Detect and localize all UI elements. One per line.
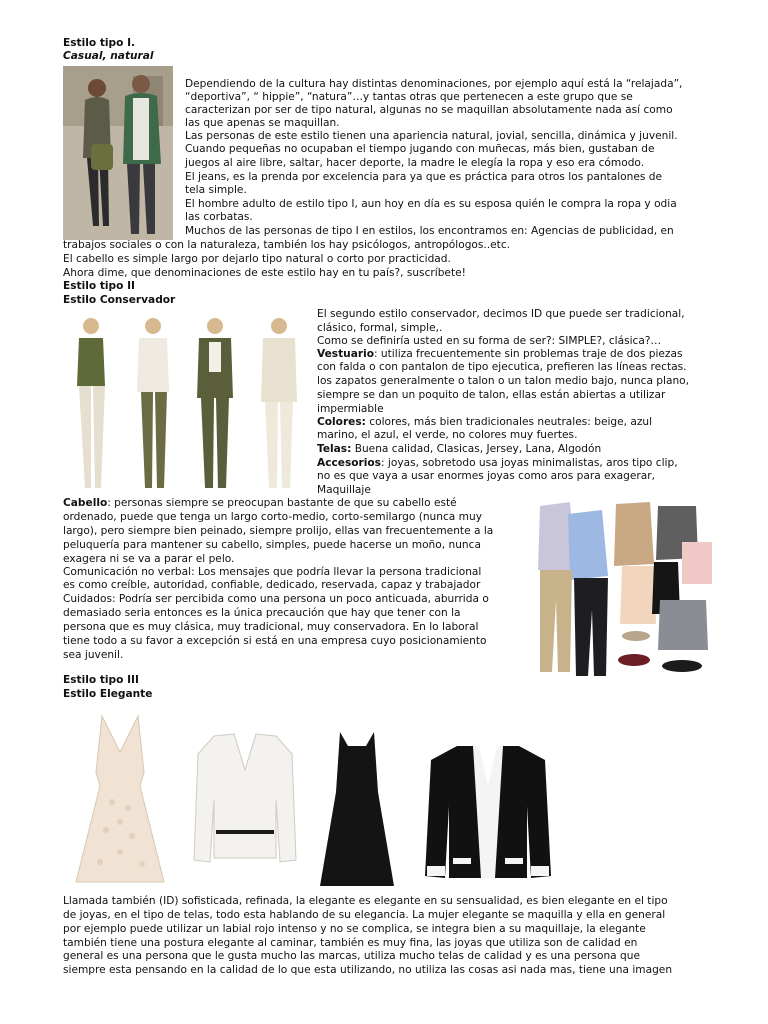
text-line: general es una persona que le gusta mucho las marcas, utiliza mucho telas de calidad y es una persona que [63,950,640,962]
text-line: no es que vaya a usar enormes joyas como aros para exagerar, [317,470,655,482]
text-line: largo), pero siempre bien peinado, siempre prolijo, ellas van frecuentemente a la [63,525,494,537]
text-line: marino, el azul, el verde, no colores muy fuertes. [317,429,578,441]
text-line: es como creíble, autoridad, confiable, dedicado, reservada, capaz y trabajador [63,579,481,591]
white-blazer-photo [192,730,298,870]
text-line: Maquillaje [317,484,371,496]
text-fragment: : personas siempre se preocupan bastante de que su cabello esté [107,497,457,509]
section1-title: Estilo tipo I. [63,37,136,49]
vestuario-line [317,348,683,361]
casual-couple-photo [63,66,173,240]
section2-subtitle: Estilo Conservador [63,294,176,306]
text-line: con falda o con pantalon de tipo ejecutica, prefieren las líneas rectas. [317,361,687,373]
text-line: Comunicación no verbal: Los mensajes que podría llevar la persona tradicional [63,566,482,578]
text-line: siempre esta pensando en la calidad de lo que esta utilizando, no utiliza las cosas asi nada mas, tiene una imagen [63,964,673,976]
text-line: “deportiva”, “ hippie”, “natura”…y tantas otras que pertenecen a este grupo que se [185,91,633,103]
text-line: peluquería para mantener su cabello, simples, puede hacerse un moño, nunca [63,539,481,551]
text-line: Ahora dime, que denominaciones de este estilo hay en tu país?, suscríbete! [63,267,466,279]
conservative-wardrobe-photo [536,500,716,680]
text-line: El jeans, es la prenda por excelencia para ya que es práctica para otros los pantalones de [185,171,662,183]
text-line: El cabello es simple largo por dejarlo tipo natural o corto por practicidad. [63,253,451,265]
text-line: Muchos de las personas de tipo I en estilos, los encontramos en: Agencias de publicidad, en [185,225,674,237]
text-line: demasiado seria entonces es la única precaución que hay que tener con la [63,607,461,619]
text-line: Como se definiría usted en su forma de ser?: SIMPLE?, clásica?… [317,335,662,347]
text-line: caracterizan por ser de tipo natural, algunas no se maquillan absolutamente nada así como [185,104,673,116]
text-line: El segundo estilo conservador, decimos ID que puede ser tradicional, [317,308,685,320]
text-line: ordenado, puede que tenga un largo corto-medio, corto-semilargo (nunca muy [63,511,482,523]
text-line: tela simple. [185,184,247,196]
conservative-models-photo [63,312,308,494]
cabello-line [63,497,457,510]
text-line: las que apenas se maquillan. [185,117,340,129]
text-line: El hombre adulto de estilo tipo I, aun hoy en día es su esposa quién le compra la ropa y odia [185,198,677,210]
text-fragment: : joyas, sobretodo usa joyas minimalistas, aros tipo clip, [380,457,678,469]
section2-title: Estilo tipo II [63,280,135,292]
text-line: también tiene una postura elegante al caminar, también es muy fina, las joyas que utiliza son de calidad en [63,937,638,949]
colores-label: Colores: [317,416,366,428]
cabello-label: Cabello [63,497,108,509]
black-dress-photo [318,730,396,890]
text-line: Cuando pequeñas no ocupaban el tiempo jugando con muñecas, más bien, gustaban de [185,143,655,155]
vestuario-label: Vestuario [317,348,374,360]
text-line: Cuidados: Podría ser percibida como una persona un poco anticuada, aburrida o [63,593,489,605]
text-line: de joyas, en el tipo de telas, todo esta hablando de su elegancia. La mujer elegante se maquilla y ella en general [63,909,666,921]
accesorios-line [317,457,678,470]
text-line: exagera ni se va a parar el pelo. [63,553,235,565]
section1-subtitle: Casual, natural [63,50,154,62]
text-line: sea juvenil. [63,649,124,661]
text-line: persona que es muy clásica, muy tradicional, muy conservadora. En lo laboral [63,621,479,633]
text-fragment: Buena calidad, Clasicas, Jersey, Lana, Algodón [351,443,602,455]
text-line: Llamada también (ID) sofisticada, refinada, la elegante es elegante en su sensualidad, es bien elegante en el tipo [63,895,668,907]
text-line: por ejemplo puede utilizar un labial rojo intenso y no se complica, se integra bien a su maquillaje, la elegante [63,923,646,935]
colores-line [317,416,652,429]
text-line: Las personas de este estilo tienen una apariencia natural, jovial, sencilla, dinámica y juvenil. [185,130,678,142]
text-line: Dependiendo de la cultura hay distintas denominaciones, por ejemplo aquí está la “relajada”, [185,78,683,90]
text-line: siempre se dan un poquito de talon, ellas están abiertas a utilizar [317,389,666,401]
text-fragment: colores, más bien tradicionales neutrales: beige, azul [365,416,653,428]
text-line: las corbatas. [185,211,253,223]
lace-dress-photo [72,712,168,890]
text-line: los zapatos generalmente o talon o un talon medio bajo, nunca plano, [317,375,690,387]
text-line: juegos al aire libre, saltar, hacer deporte, la madre le elegía la ropa y eso era cómodo. [185,157,645,169]
telas-label: Telas: [317,443,352,455]
section3-subtitle: Estilo Elegante [63,688,153,700]
accesorios-label: Accesorios [317,457,381,469]
text-line: trabajos sociales o con la naturaleza, también los hay psicólogos, antropólogos..etc. [63,239,511,251]
section3-title: Estilo tipo III [63,674,139,686]
text-line: clásico, formal, simple,. [317,322,443,334]
black-white-cardigan-photo [423,742,553,884]
text-fragment: : utiliza frecuentemente sin problemas traje de dos piezas [374,348,683,360]
telas-line [317,443,601,456]
text-line: impermiable [317,403,384,415]
text-line: tiene todo a su favor a excepción si está en una empresa cuyo posicionamiento [63,635,487,647]
